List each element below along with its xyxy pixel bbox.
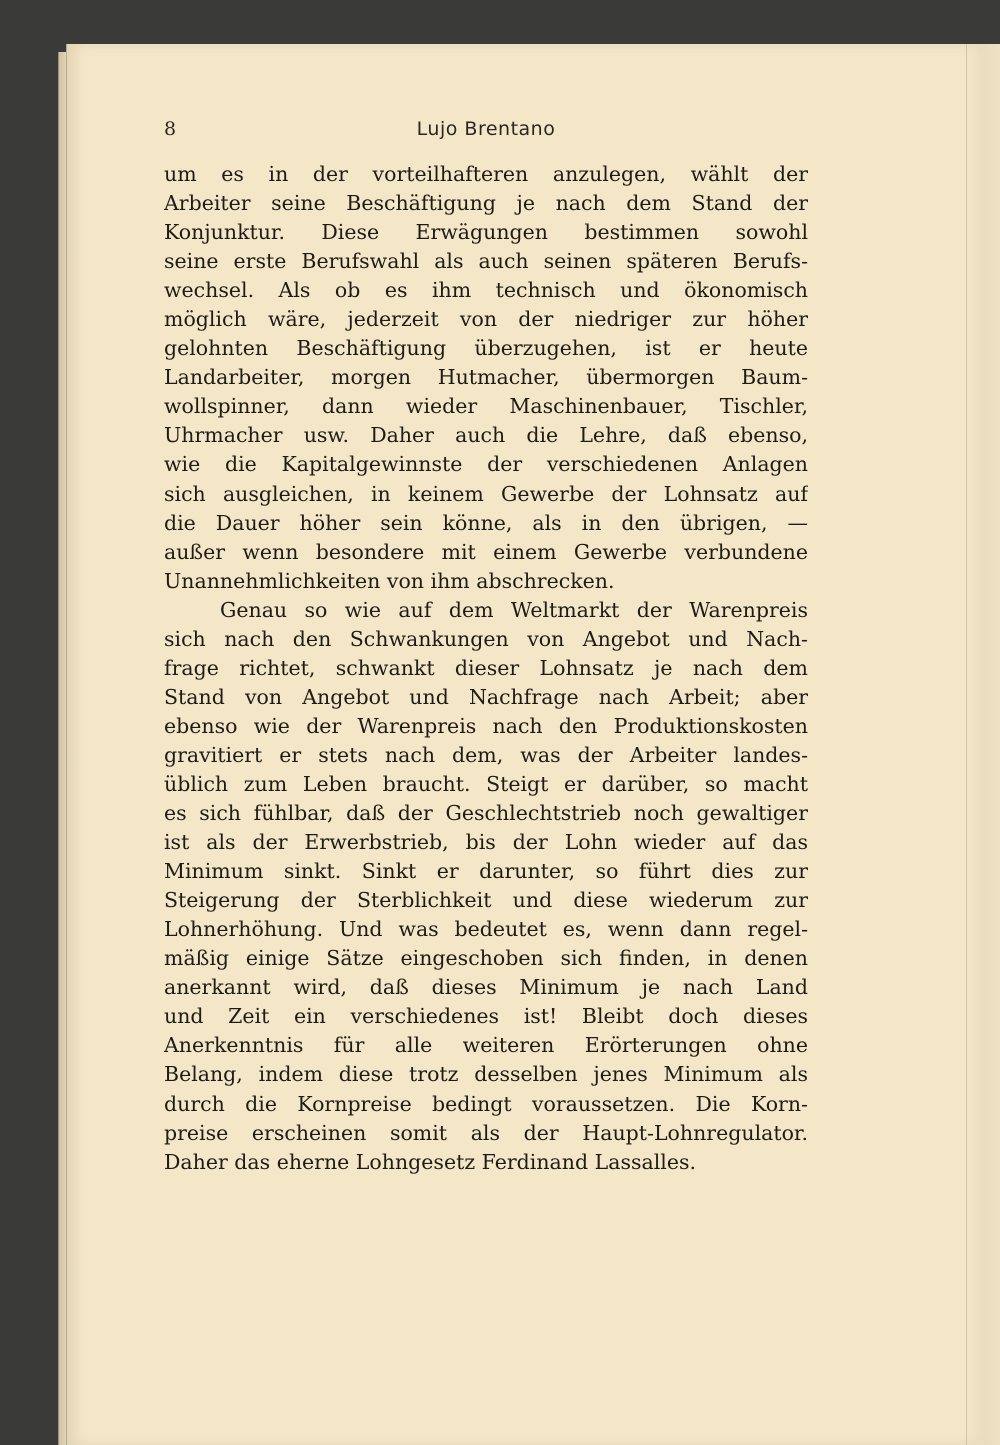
body-text — [164, 160, 808, 1177]
text-line: Landarbeiter, morgen Hutmacher, übermorgen Baum- — [164, 365, 808, 390]
text-line: gravitiert er stets nach dem, was der Arbeiter landes- — [164, 742, 808, 767]
text-line: üblich zum Leben braucht. Steigt er darüber, so macht — [164, 771, 808, 796]
page-number: 8 — [164, 118, 177, 140]
text-line: Steigerung der Sterblichkeit und diese wiederum zur — [164, 888, 808, 913]
page-gutter — [966, 44, 1000, 1445]
text-line: durch die Kornpreise bedingt voraussetzen. Die Korn- — [164, 1091, 808, 1116]
text-line: wechsel. Als ob es ihm technisch und ökonomisch — [164, 278, 808, 303]
text-line: Minimum sinkt. Sinkt er darunter, so führt dies zur — [164, 859, 808, 884]
text-line: Stand von Angebot und Nachfrage nach Arbeit; aber — [164, 684, 808, 709]
text-line: Uhrmacher usw. Daher auch die Lehre, daß ebenso, — [164, 423, 808, 448]
text-line: frage richtet, schwankt dieser Lohnsatz je nach dem — [164, 655, 808, 680]
text-line: Unannehmlichkeiten von ihm abschrecken. — [164, 568, 615, 593]
text-line: es sich fühlbar, daß der Geschlechtstrieb noch gewaltiger — [164, 801, 808, 826]
text-line: Konjunktur. Diese Erwägungen bestimmen sowohl — [164, 220, 808, 245]
text-line: sich nach den Schwankungen von Angebot und Nach- — [164, 626, 808, 651]
text-line: Arbeiter seine Beschäftigung je nach dem Stand der — [164, 191, 808, 216]
text-line: wie die Kapitalgewinnste der verschiedenen Anlagen — [164, 452, 808, 477]
text-line: möglich wäre, jederzeit von der niedriger zur höher — [164, 307, 808, 332]
text-line: Belang, indem diese trotz desselben jenes Minimum als — [164, 1062, 808, 1087]
text-line: um es in der vorteilhafteren anzulegen, wählt der — [164, 162, 808, 186]
text-line: wollspinner, dann wieder Maschinenbauer, Tischler, — [164, 394, 808, 419]
text-line: Anerkenntnis für alle weiteren Erörterungen ohne — [164, 1033, 808, 1058]
text-line: seine erste Berufswahl als auch seinen späteren Berufs- — [164, 249, 808, 274]
text-line: und Zeit ein verschiedenes ist! Bleibt doch dieses — [164, 1004, 808, 1029]
text-line: Lohnerhöhung. Und was bedeutet es, wenn dann regel- — [164, 917, 808, 942]
text-line: außer wenn besondere mit einem Gewerbe verbundene — [164, 539, 808, 564]
text-line: mäßig einige Sätze eingeschoben sich finden, in denen — [164, 946, 808, 971]
running-head: Lujo Brentano — [416, 118, 556, 140]
text-line: Daher das eherne Lohngesetz Ferdinand Lassalles. — [164, 1149, 696, 1174]
text-line: Genau so wie auf dem Weltmarkt der Warenpreis — [220, 597, 808, 622]
text-line: ebenso wie der Warenpreis nach den Produktionskosten — [164, 713, 808, 738]
page-header — [164, 118, 808, 148]
text-line: sich ausgleichen, in keinem Gewerbe der Lohnsatz auf — [164, 481, 808, 506]
text-line: die Dauer höher sein könne, als in den übrigen, — — [164, 510, 808, 535]
text-line: gelohnten Beschäftigung überzugehen, ist er heute — [164, 336, 808, 361]
text-line: anerkannt wird, daß dieses Minimum je nach Land — [164, 975, 808, 1000]
text-line: ist als der Erwerbstrieb, bis der Lohn wieder auf das — [164, 830, 808, 855]
text-line: preise erscheinen somit als der Haupt-Lohnregulator. — [164, 1120, 808, 1145]
